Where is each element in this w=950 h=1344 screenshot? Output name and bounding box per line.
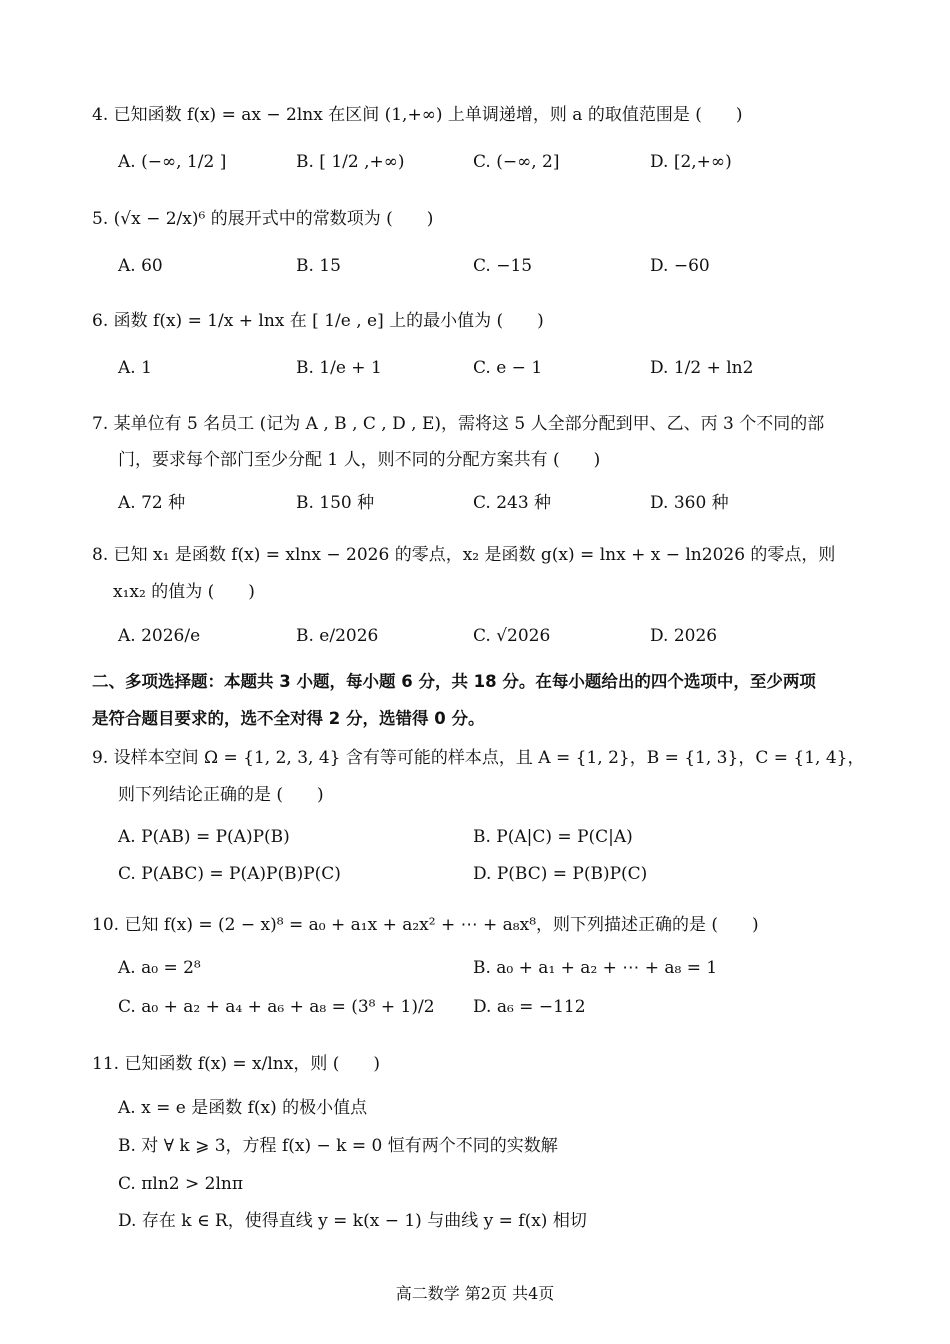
q6-option-a: A. 1 bbox=[118, 358, 152, 378]
q8-stem-line1: 8. 已知 x₁ 是函数 f(x) = xlnx − 2026 的零点，x₂ 是函数 g(x) = lnx + x − ln2026 的零点，则 bbox=[92, 545, 836, 565]
q7-option-d: D. 360 种 bbox=[650, 493, 729, 513]
q9-option-b: B. P(A|C) = P(C|A) bbox=[473, 827, 633, 847]
q10-option-a: A. a₀ = 2⁸ bbox=[118, 958, 201, 978]
q6-option-d: D. 1/2 + ln2 bbox=[650, 358, 754, 378]
q8-stem-line2: x₁x₂ 的值为 ( ) bbox=[113, 582, 255, 602]
q8-option-b: B. e/2026 bbox=[296, 626, 379, 646]
q10-option-b: B. a₀ + a₁ + a₂ + ⋯ + a₈ = 1 bbox=[473, 958, 718, 978]
q9-option-d: D. P(BC) = P(B)P(C) bbox=[473, 864, 648, 884]
q9-stem-line2: 则下列结论正确的是 ( ) bbox=[118, 785, 324, 805]
q4-option-a: A. (−∞, 1/2 ] bbox=[118, 152, 227, 172]
q10-stem: 10. 已知 f(x) = (2 − x)⁸ = a₀ + a₁x + a₂x² + ⋯ + a₈x⁸，则下列描述正确的是 ( ) bbox=[92, 915, 759, 935]
q9-stem-line1: 9. 设样本空间 Ω = {1, 2, 3, 4} 含有等可能的样本点，且 A = {1, 2}，B = {1, 3}，C = {1, 4}， bbox=[92, 748, 865, 768]
q11-option-a: A. x = e 是函数 f(x) 的极小值点 bbox=[118, 1098, 368, 1118]
q7-stem-line1: 7. 某单位有 5 名员工 (记为 A , B , C , D , E)，需将这 5 人全部分配到甲、乙、丙 3 个不同的部 bbox=[92, 414, 825, 434]
section2-heading-line2: 是符合题目要求的，选不全对得 2 分，选错得 0 分。 bbox=[92, 709, 485, 728]
q7-option-a: A. 72 种 bbox=[118, 493, 186, 513]
q5-option-c: C. −15 bbox=[473, 256, 533, 276]
q10-option-c: C. a₀ + a₂ + a₄ + a₆ + a₈ = (3⁸ + 1)/2 bbox=[118, 997, 435, 1017]
q8-option-c: C. √2026 bbox=[473, 626, 551, 646]
q9-option-c: C. P(ABC) = P(A)P(B)P(C) bbox=[118, 864, 341, 884]
q4-stem: 4. 已知函数 f(x) = ax − 2lnx 在区间 (1,+∞) 上单调递增，则 a 的取值范围是 ( ) bbox=[92, 105, 743, 125]
q9-option-a: A. P(AB) = P(A)P(B) bbox=[118, 827, 290, 847]
q10-option-d: D. a₆ = −112 bbox=[473, 997, 586, 1017]
q5-option-b: B. 15 bbox=[296, 256, 341, 276]
q6-option-c: C. e − 1 bbox=[473, 358, 543, 378]
q4-option-d: D. [2,+∞) bbox=[650, 152, 732, 172]
q6-stem: 6. 函数 f(x) = 1/x + lnx 在 [ 1/e , e] 上的最小值为 ( ) bbox=[92, 311, 544, 331]
q8-option-a: A. 2026/e bbox=[118, 626, 201, 646]
q11-stem: 11. 已知函数 f(x) = x/lnx，则 ( ) bbox=[92, 1054, 380, 1074]
q7-option-b: B. 150 种 bbox=[296, 493, 375, 513]
q5-stem: 5. (√x − 2/x)⁶ 的展开式中的常数项为 ( ) bbox=[92, 209, 434, 229]
q8-option-d: D. 2026 bbox=[650, 626, 718, 646]
q11-option-c: C. πln2 > 2lnπ bbox=[118, 1174, 244, 1194]
q4-option-c: C. (−∞, 2] bbox=[473, 152, 560, 172]
q6-option-b: B. 1/e + 1 bbox=[296, 358, 382, 378]
q11-option-d: D. 存在 k ∈ R，使得直线 y = k(x − 1) 与曲线 y = f(x) 相切 bbox=[118, 1211, 587, 1231]
q7-option-c: C. 243 种 bbox=[473, 493, 552, 513]
q5-option-a: A. 60 bbox=[118, 256, 163, 276]
q11-option-b: B. 对 ∀ k ⩾ 3，方程 f(x) − k = 0 恒有两个不同的实数解 bbox=[118, 1136, 558, 1156]
q7-stem-line2: 门，要求每个部门至少分配 1 人，则不同的分配方案共有 ( ) bbox=[118, 450, 601, 470]
q5-option-d: D. −60 bbox=[650, 256, 710, 276]
q4-option-b: B. [ 1/2 ,+∞) bbox=[296, 152, 405, 172]
section2-heading-line1: 二、多项选择题：本题共 3 小题，每小题 6 分，共 18 分。在每小题给出的四个选项中，至少两项 bbox=[92, 672, 816, 691]
page-footer: 高二数学 第2页 共4页 bbox=[395, 1284, 555, 1303]
